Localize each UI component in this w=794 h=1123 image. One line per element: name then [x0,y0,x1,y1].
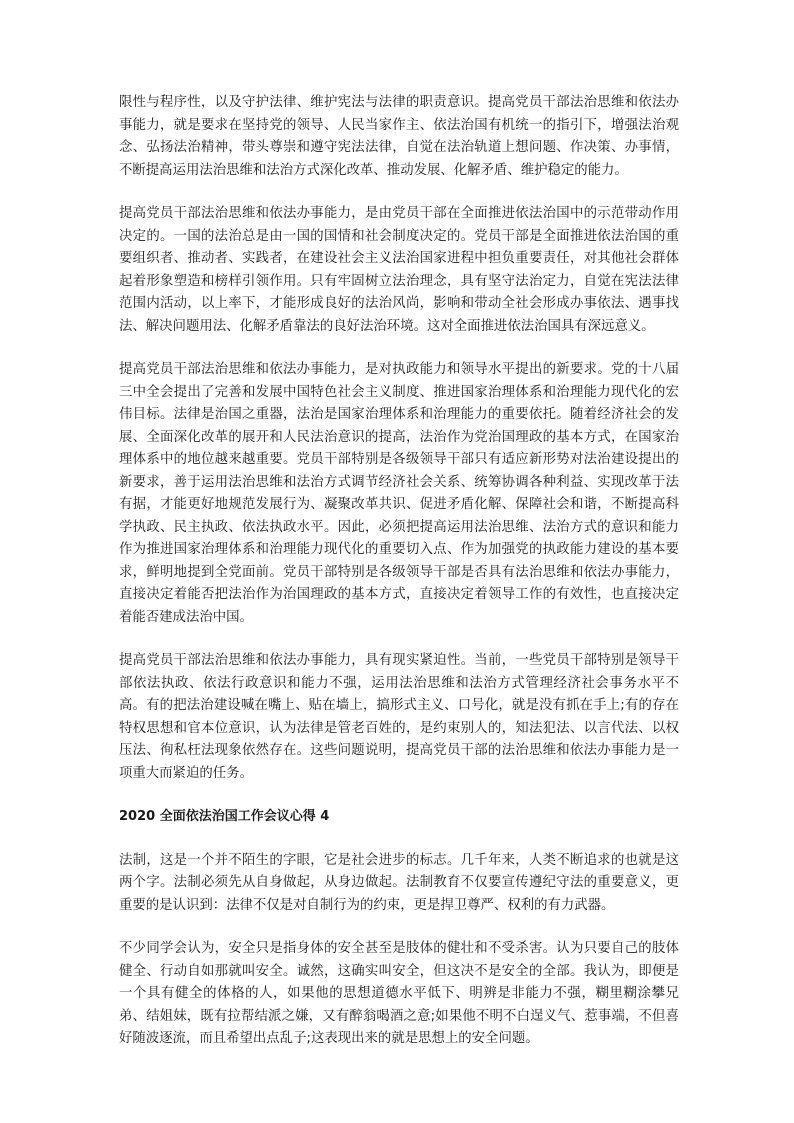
paragraph-3: 提高党员干部法治思维和依法办事能力，是对执政能力和领导水平提出的新要求。党的十八届三中全会提出了完善和发展中国特色社会主义制度、推进国家治理体系和治理能力现代化的宏伟目标。法律是治国之重器，法治是国家治理体系和治理能力的重要依托。随着经济社会的发展、全面深化改革的展开和人民法治意识的提高，法治作为党治国理政的基本方式，在国家治理体系中的地位越来越重要。党员干部特别是各级领导干部只有适应新形势对法治建设提出的新要求，善于运用法治思维和法治方式调节经济社会关系、统筹协调各种利益、实现改革于法有据，才能更好地规范发展行为、凝聚改革共识、促进矛盾化解、保障社会和谐，不断提高科学执政、民主执政、依法执政水平。因此，必须把提高运用法治思维、法治方式的意识和能力作为推进国家治理体系和治理能力现代化的重要切入点、作为加强党的执政能力建设的基本要求，鲜明地提到全党面前。党员干部特别是各级领导干部是否具有法治思维和依法办事能力，直接决定着能否把法治作为治国理政的基本方式，直接决定着领导工作的有效性，也直接决定着能否建成法治中国。 [119,362,679,625]
paragraph-1: 限性与程序性，以及守护法律、维护宪法与法律的职责意识。提高党员干部法治思维和依法办事能力，就是要求在坚持党的领导、人民当家作主、依法治国有机统一的指引下，增强法治观念、弘扬法治精神，带头尊崇和遵守宪法法律，自觉在法治轨道上想问题、作决策、办事情，不断提高运用法治思维和法治方式深化改革、推动发展、化解矛盾、维护稳定的能力。 [119,95,679,178]
document-page [119,92,679,1072]
paragraph-2: 提高党员干部法治思维和依法办事能力，是由党员干部在全面推进依法治国中的示范带动作用决定的。一国的法治总是由一国的国情和社会制度决定的。党员干部是全面推进依法治国的重要组织者、推动者、实践者，在建设社会主义法治国家进程中担负重要责任，对其他社会群体起着形象塑造和榜样引领作用。只有牢固树立法治理念，具有坚守法治定力，自觉在宪法法律范围内活动，以上率下，才能形成良好的法治风尚，影响和带动全社会形成办事依法、遇事找法、解决问题用法、化解矛盾靠法的良好法治环境。这对全面推进依法治国具有深远意义。 [119,206,679,334]
section-heading: 2020 全面依法治国工作会议心得 4 [119,809,330,824]
paragraph-6: 不少同学会认为，安全只是指身体的安全甚至是肢体的健壮和不受杀害。认为只要自己的肢体健全、行动自如那就叫安全。诚然，这确实叫安全，但这决不是安全的全部。我认为，即便是一个具有健全的体格的人，如果他的思想道德水平低下、明辨是非能力不强，糊里糊涂攀兄弟、结姐妹，既有拉帮结派之嫌，又有醉翁喝酒之意;如果他不明不白逞义气、惹事端，不但喜好随波逐流，而且希望出点乱子;这表现出来的就是思想上的安全问题。 [119,941,679,1046]
paragraph-5: 法制，这是一个并不陌生的字眼，它是社会进步的标志。几千年来，人类不断追求的也就是这两个字。法制必须先从自身做起，从身边做起。法制教育不仅要宣传遵纪守法的重要意义，更重要的是认识到：法律不仅是对自制行为的约束，更是捍卫尊严、权利的有力武器。 [119,852,679,913]
paragraph-4: 提高党员干部法治思维和依法办事能力，具有现实紧迫性。当前，一些党员干部特别是领导干部依法执政、依法行政意识和能力不强，运用法治思维和法治方式管理经济社会事务水平不高。有的把法治建设喊在嘴上、贴在墙上，搞形式主义、口号化，就是没有抓在手上;有的存在特权思想和官本位意识，认为法律是管老百姓的，是约束别人的，知法犯法、以言代法、以权压法、徇私枉法现象依然存在。这些问题说明，提高党员干部的法治思维和依法办事能力是一项重大而紧迫的任务。 [119,653,679,781]
